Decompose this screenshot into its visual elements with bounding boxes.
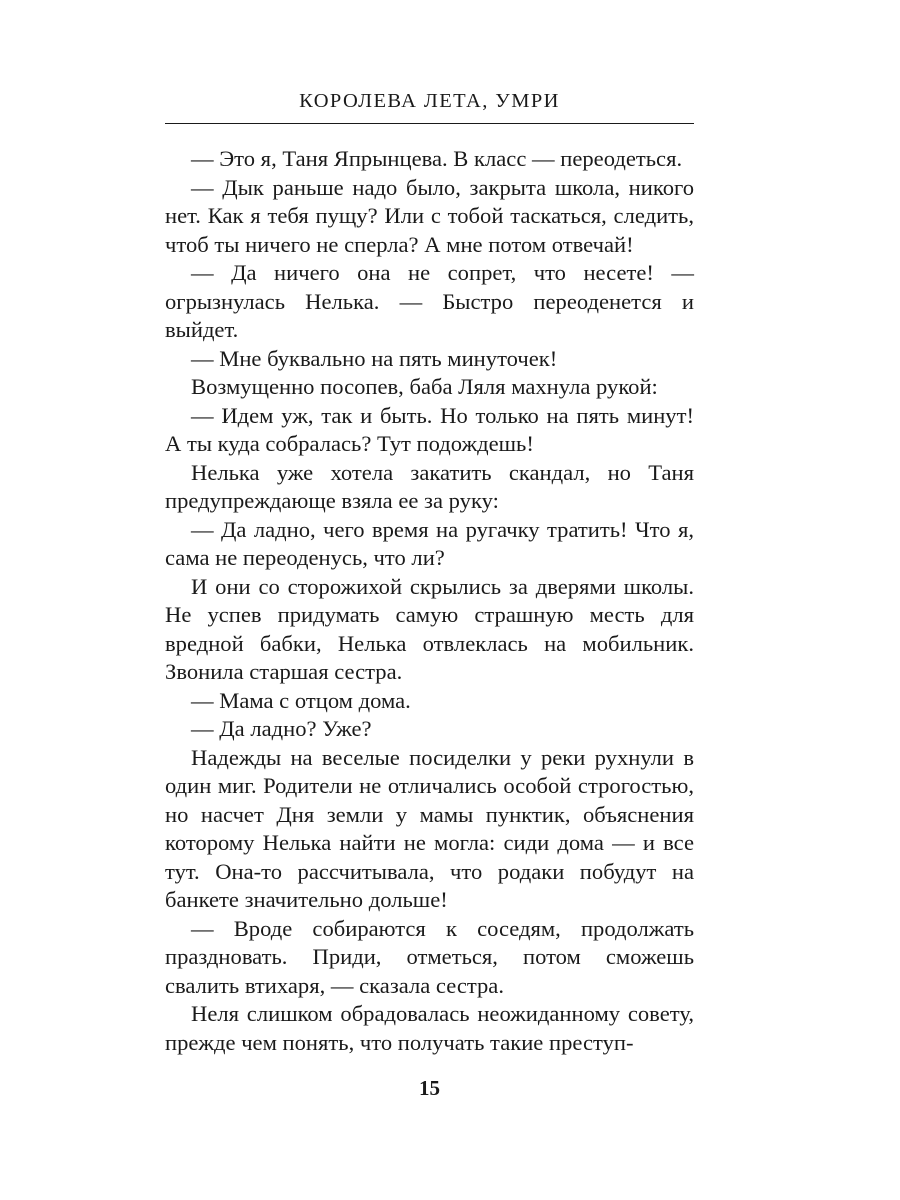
paragraph: Нелька уже хотела закатить скандал, но Таня предупреждающе взяла ее за руку: xyxy=(165,459,694,513)
page-number: 15 xyxy=(419,1076,440,1100)
paragraph: — Дык раньше надо было, закрыта школа, никого нет. Как я тебя пущу? Или с тобой таскаться, следить, чтоб ты ничего не сперла? А мне потом отвечай! xyxy=(165,174,694,257)
paragraph: — Идем уж, так и быть. Но только на пять минут! А ты куда собралась? Тут подождешь! xyxy=(165,402,694,456)
paragraph: — Это я, Таня Япрынцева. В класс — переодеться. xyxy=(191,146,683,171)
paragraph: — Да ладно, чего время на ругачку тратить! Что я, сама не переоденусь, что ли? xyxy=(165,516,694,570)
paragraph: — Мама с отцом дома. xyxy=(191,687,411,713)
paragraph: — Да ничего она не сопрет, что несете! — огрызнулась Нелька. — Быстро переоденется и выйдет. xyxy=(165,260,694,342)
header-rule xyxy=(165,123,694,124)
paragraph: И они со сторожихой скрылись за дверями школы. Не успев придумать самую страшную месть для вредной бабки, Нелька отвлеклась на мобильник. Звонила старшая сестра. xyxy=(165,573,694,684)
paragraph: — Вроде собираются к соседям, продолжать праздновать. Приди, отметься, потом сможешь свалить втихаря, — сказала сестра. xyxy=(165,915,694,998)
running-head-title: КОРОЛЕВА ЛЕТА, УМРИ xyxy=(299,90,560,112)
paragraph: — Мне буквально на пять минуточек! xyxy=(191,345,558,371)
paragraph: Возмущенно посопев, баба Ляля махнула рукой: xyxy=(191,374,658,399)
paragraph: — Да ладно? Уже? xyxy=(191,716,372,741)
body-text xyxy=(165,145,694,1057)
paragraph: Неля слишком обрадовалась неожиданному совету, прежде чем понять, что получать такие преступ- xyxy=(165,1001,694,1055)
paragraph: Надежды на веселые посиделки у реки рухнули в один миг. Родители не отличались особой строгостью, но насчет Дня земли у мамы пунктик, объяснения которому Нелька найти не могла: сиди дома — и все тут. Она-то рассчитывала, что родаки побудут на банкете значительно дольше! xyxy=(165,744,694,912)
